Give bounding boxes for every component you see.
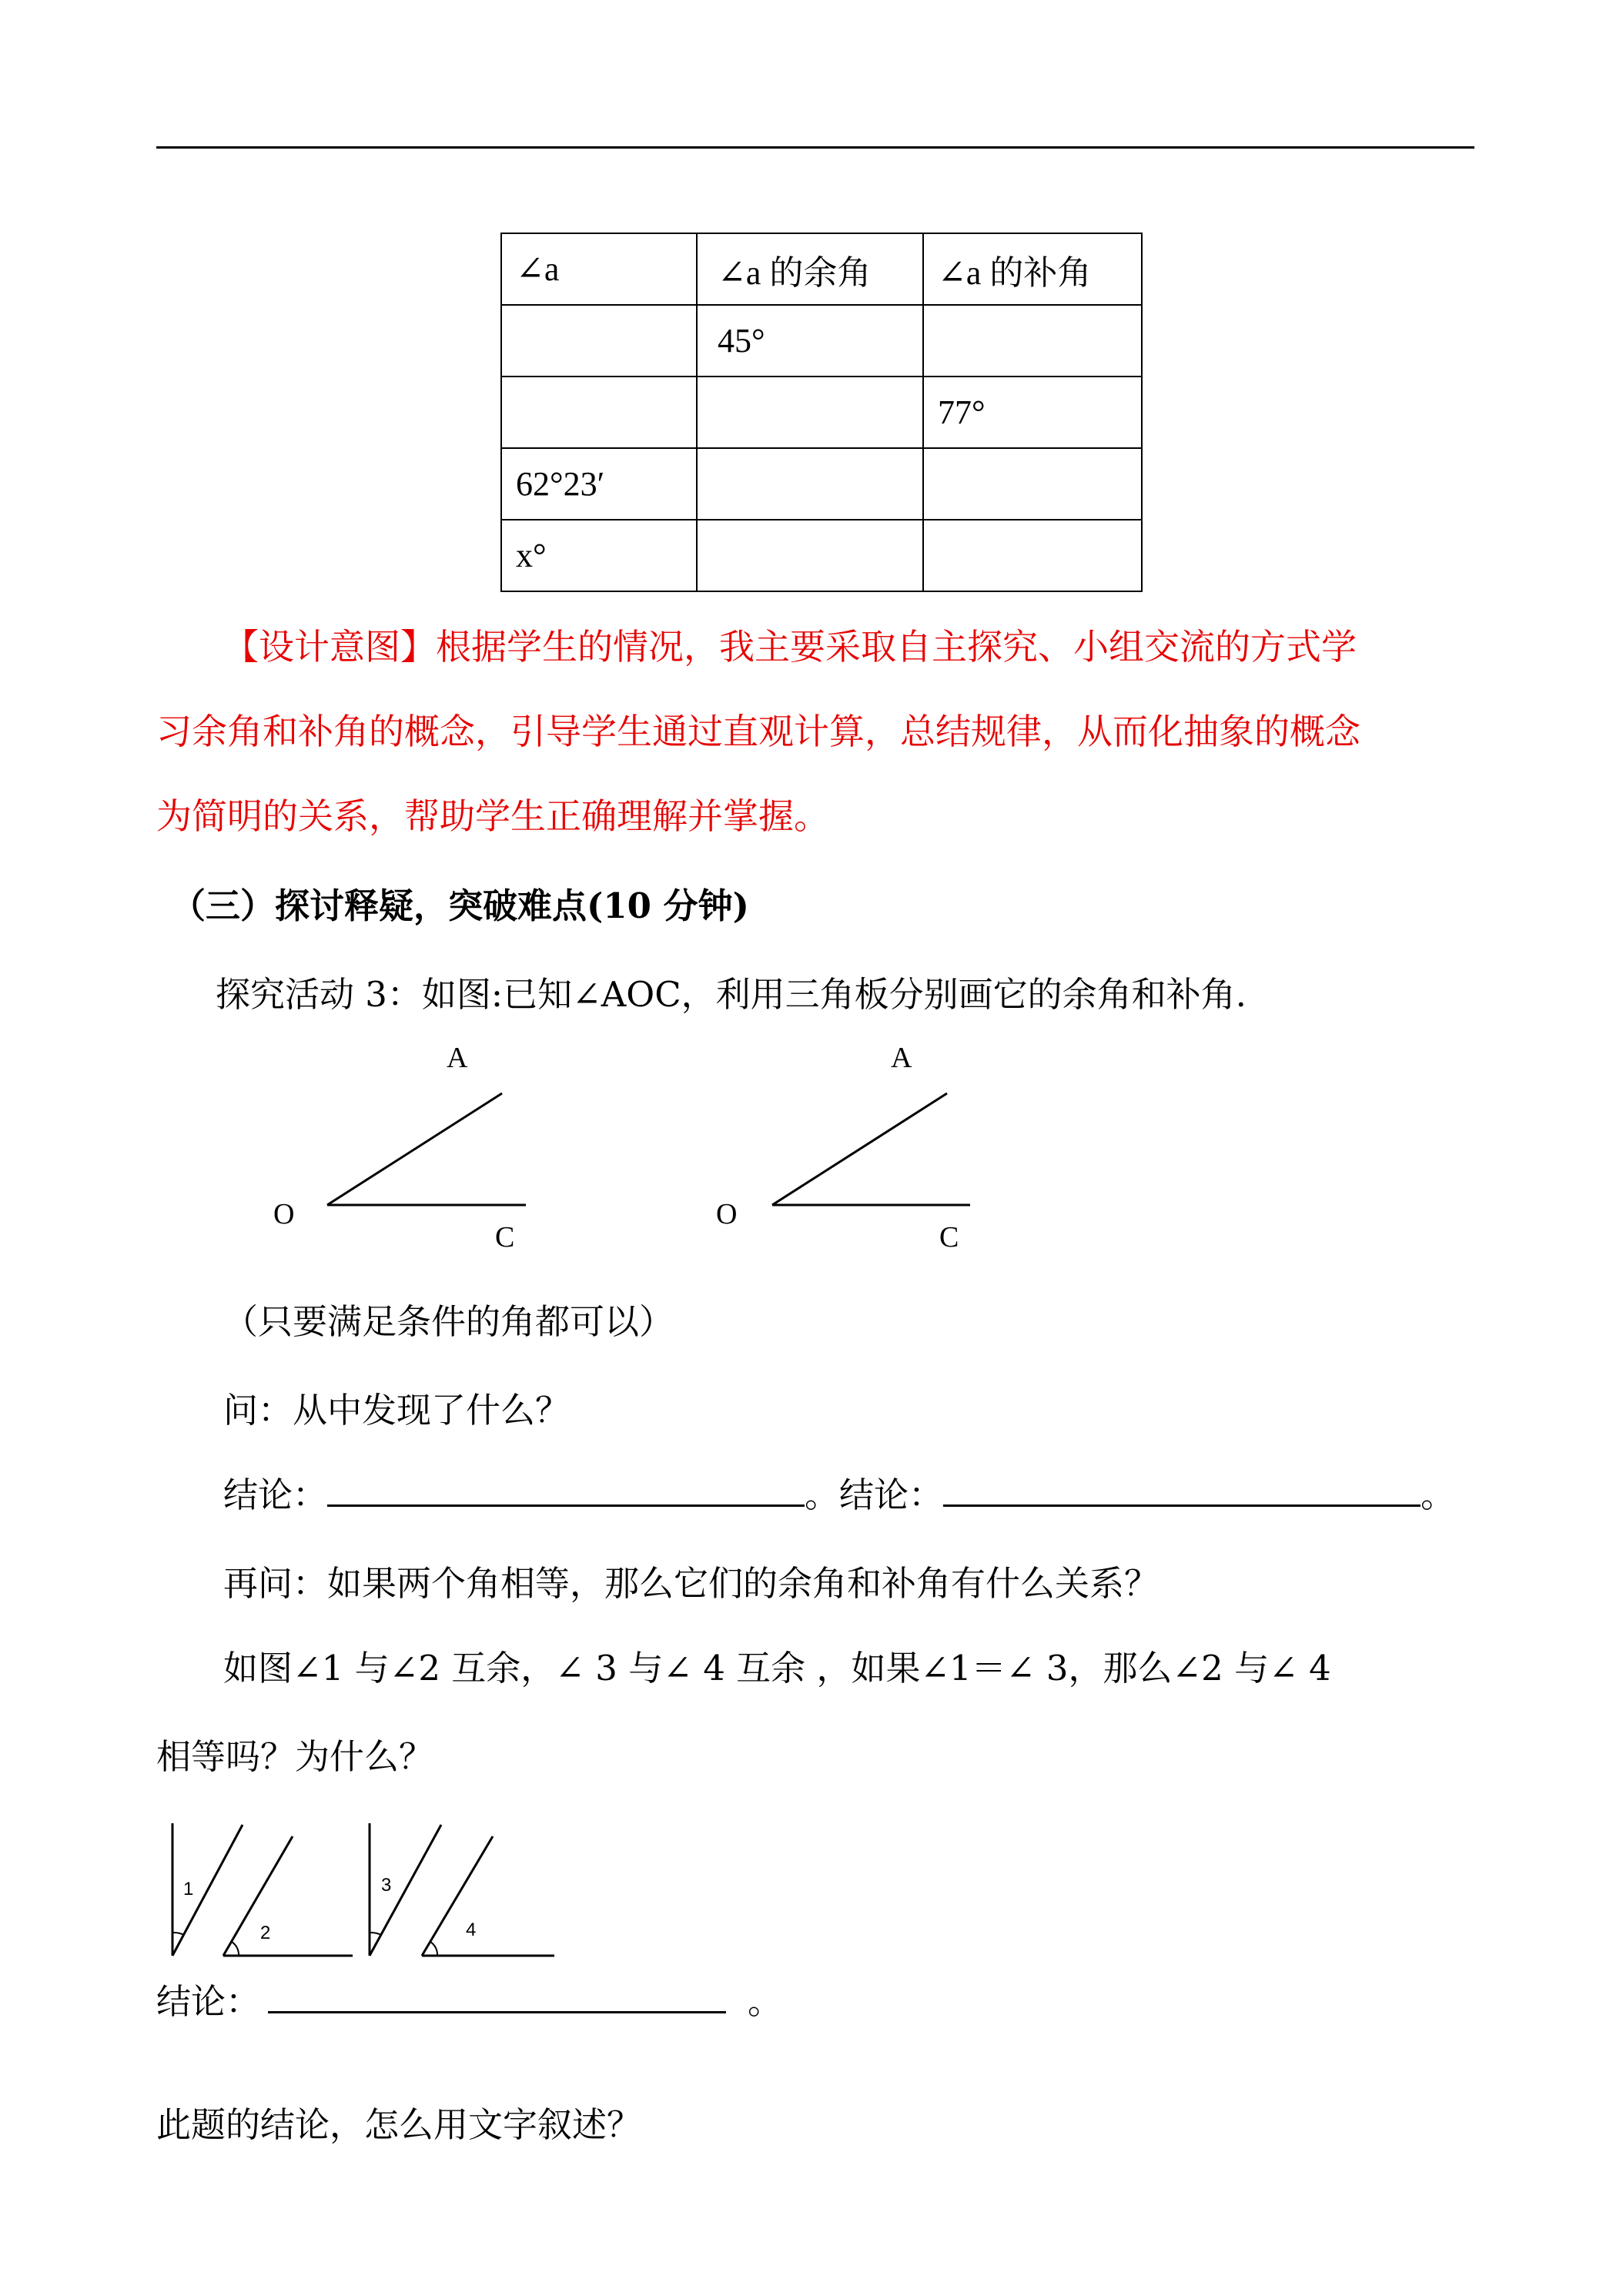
table-cell: x° <box>501 520 697 591</box>
figure2-label-a: A <box>891 1042 912 1074</box>
example-line-1: 如图∠1 与∠2 互余，∠ 3 与∠ 4 互余 ，如果∠1＝∠ 3，那么∠2 与∠ 4 <box>223 1648 1331 1689</box>
table-row <box>501 377 1142 448</box>
table-header-row <box>501 233 1142 305</box>
conclusion-line <box>223 1467 1455 1517</box>
angle-label-3: 3 <box>381 1875 392 1896</box>
figure1-label-o: O <box>273 1198 295 1230</box>
table-row <box>501 448 1142 520</box>
design-intent-line-1: 【设计意图】根据学生的情况，我主要采取自主探究、小组交流的方式学 <box>223 626 1357 668</box>
table-cell: 77° <box>923 377 1142 448</box>
table-row <box>501 305 1142 377</box>
table-cell <box>501 305 697 377</box>
table-header-cell: ∠a 的补角 <box>923 233 1142 305</box>
period: 。 <box>1421 1474 1456 1515</box>
table-cell <box>923 305 1142 377</box>
figure2-angle-aoc <box>755 1078 1001 1217</box>
angle-label-2: 2 <box>260 1923 271 1943</box>
angle-label-4: 4 <box>466 1919 477 1940</box>
final-period: 。 <box>748 1981 783 2022</box>
conclusion-blank-2[interactable] <box>943 1474 1421 1507</box>
table-cell <box>923 448 1142 520</box>
final-conclusion-line <box>156 1973 782 2023</box>
table-cell <box>923 520 1142 591</box>
figure1-angle-aoc <box>308 1078 554 1217</box>
figure1-label-c: C <box>495 1221 515 1253</box>
table-cell <box>697 377 923 448</box>
period: 。 <box>805 1474 840 1515</box>
angle-label-1: 1 <box>183 1879 194 1899</box>
section-heading: （三）探讨释疑，突破难点(10 分钟) <box>171 885 749 926</box>
last-question-text: 此题的结论，怎么用文字叙述？ <box>156 2104 642 2145</box>
activity-3-text: 探究活动 3：如图:已知∠AOC，利用三角板分别画它的余角和补角. <box>216 974 1247 1015</box>
note-text: （只要满足条件的角都可以） <box>223 1301 674 1342</box>
final-conclusion-blank[interactable] <box>268 1980 726 2013</box>
table-row <box>501 520 1142 591</box>
final-conclusion-label: 结论： <box>156 1981 261 2022</box>
conclusion-label: 结论： <box>223 1474 328 1515</box>
design-intent-line-2: 习余角和补角的概念，引导学生通过直观计算，总结规律，从而化抽象的概念 <box>156 711 1360 752</box>
header-rule <box>156 146 1474 149</box>
requestion-text: 再问：如果两个角相等，那么它们的余角和补角有什么关系？ <box>223 1563 1160 1604</box>
design-intent-line-3: 为简明的关系，帮助学生正确理解并掌握。 <box>156 795 829 837</box>
figure2-label-c: C <box>939 1221 959 1253</box>
table-header-cell: ∠a 的余角 <box>697 233 923 305</box>
conclusion-blank-1[interactable] <box>327 1474 805 1507</box>
table-header-cell: ∠a <box>501 233 697 305</box>
table-cell <box>501 377 697 448</box>
figure2-label-o: O <box>716 1198 738 1230</box>
table-cell: 62°23′ <box>501 448 697 520</box>
figure1-label-a: A <box>447 1042 468 1074</box>
question-text: 问：从中发现了什么？ <box>223 1390 571 1431</box>
example-line-2: 相等吗？为什么？ <box>156 1736 434 1777</box>
table-cell: 45° <box>697 305 923 377</box>
table-cell <box>697 520 923 591</box>
conclusion-label: 结论： <box>839 1474 944 1515</box>
table-cell <box>697 448 923 520</box>
angle-table <box>500 233 1143 592</box>
